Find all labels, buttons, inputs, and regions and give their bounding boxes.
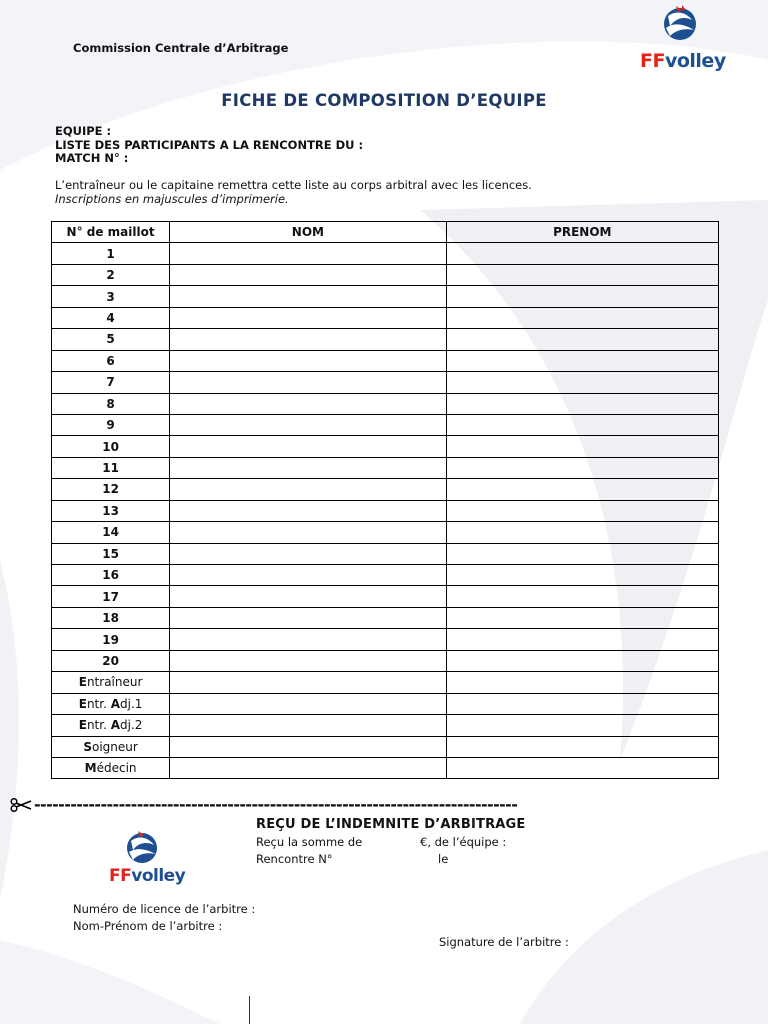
nom-cell[interactable] — [170, 586, 446, 607]
prenom-cell[interactable] — [446, 457, 718, 478]
staff-role-text-2: dj.2 — [120, 718, 143, 733]
jersey-number: 11 — [52, 457, 170, 478]
nom-cell[interactable] — [170, 650, 446, 671]
table-row — [52, 479, 719, 500]
jersey-number: 16 — [52, 565, 170, 586]
prenom-cell[interactable] — [446, 736, 718, 757]
prenom-cell[interactable] — [446, 372, 718, 393]
table-row — [52, 414, 719, 435]
prenom-cell[interactable] — [446, 607, 718, 628]
prenom-cell[interactable] — [446, 586, 718, 607]
prenom-cell[interactable] — [446, 393, 718, 414]
staff-role-initial: E — [78, 718, 87, 733]
table-row — [52, 372, 719, 393]
table-row — [52, 393, 719, 414]
table-header-row — [52, 222, 719, 243]
prenom-cell[interactable] — [446, 565, 718, 586]
staff-role-text: oigneur — [92, 739, 138, 754]
jersey-number: 17 — [52, 586, 170, 607]
jersey-number: 9 — [52, 414, 170, 435]
receipt-date-label: le — [438, 852, 449, 866]
table-row-staff — [52, 715, 719, 736]
referee-signature-label: Signature de l’arbitre : — [439, 935, 569, 949]
staff-role-initial-2: A — [110, 696, 121, 711]
nom-cell[interactable] — [170, 350, 446, 371]
table-row — [52, 307, 719, 328]
nom-cell[interactable] — [170, 372, 446, 393]
nom-cell[interactable] — [170, 543, 446, 564]
jersey-number: 4 — [52, 307, 170, 328]
table-row — [52, 565, 719, 586]
table-row-staff — [52, 693, 719, 714]
nom-cell[interactable] — [170, 629, 446, 650]
receipt-title: REÇU DE L’INDEMNITE D’ARBITRAGE — [256, 817, 526, 832]
table-row — [52, 500, 719, 521]
nom-cell[interactable] — [170, 479, 446, 500]
nom-cell[interactable] — [170, 522, 446, 543]
prenom-cell[interactable] — [446, 414, 718, 435]
nom-cell[interactable] — [170, 715, 446, 736]
staff-role-initial-2: A — [110, 718, 121, 733]
nom-cell[interactable] — [170, 329, 446, 350]
prenom-cell[interactable] — [446, 522, 718, 543]
table-row — [52, 436, 719, 457]
ffvolley-rooster-ball-icon-small — [106, 826, 178, 868]
table-row-staff — [52, 736, 719, 757]
nom-cell[interactable] — [170, 736, 446, 757]
nom-cell[interactable] — [170, 414, 446, 435]
prenom-cell[interactable] — [446, 264, 718, 285]
jersey-number: 13 — [52, 500, 170, 521]
prenom-cell[interactable] — [446, 479, 718, 500]
referee-name-label: Nom-Prénom de l’arbitre : — [73, 919, 223, 933]
nom-cell[interactable] — [170, 243, 446, 264]
instructions — [55, 179, 532, 206]
jersey-number: 14 — [52, 522, 170, 543]
scissors-icon — [10, 798, 32, 812]
receipt-team-label: €, de l’équipe : — [420, 835, 507, 849]
jersey-number: 7 — [52, 372, 170, 393]
jersey-number: 8 — [52, 393, 170, 414]
jersey-number: 19 — [52, 629, 170, 650]
nom-cell[interactable] — [170, 757, 446, 778]
table-row-staff — [52, 757, 719, 778]
table-row — [52, 264, 719, 285]
table-row — [52, 586, 719, 607]
header-prenom: PRENOM — [446, 222, 718, 243]
staff-role-text-2: dj.1 — [120, 696, 143, 711]
nom-cell[interactable] — [170, 607, 446, 628]
jersey-number: 6 — [52, 350, 170, 371]
nom-cell[interactable] — [170, 693, 446, 714]
jersey-number: 18 — [52, 607, 170, 628]
prenom-cell[interactable] — [446, 629, 718, 650]
table-row — [52, 350, 719, 371]
equipe-label: EQUIPE : — [55, 124, 112, 138]
cut-line — [10, 793, 730, 817]
jersey-number: 10 — [52, 436, 170, 457]
table-row-staff — [52, 672, 719, 693]
nom-cell[interactable] — [170, 672, 446, 693]
table-row — [52, 457, 719, 478]
participants-label: LISTE DES PARTICIPANTS A LA RENCONTRE DU : — [55, 137, 364, 152]
match-number-label: MATCH N° : — [55, 151, 129, 165]
instruction-line: L’entraîneur ou le capitaine remettra cette liste au corps arbitral avec les licences. — [55, 178, 532, 192]
header-nom: NOM — [170, 222, 446, 243]
cut-dashes: -------------------------------------------------------------------------------- — [34, 795, 518, 814]
staff-role-text: édecin — [96, 761, 137, 776]
jersey-number: 12 — [52, 479, 170, 500]
match-info — [55, 125, 363, 166]
staff-role-initial: S — [83, 739, 92, 754]
table-row — [52, 650, 719, 671]
receipt-amount-label: Reçu la somme de — [256, 835, 363, 849]
prenom-cell[interactable] — [446, 436, 718, 457]
prenom-cell[interactable] — [446, 243, 718, 264]
prenom-cell[interactable] — [446, 693, 718, 714]
ffvolley-logo: FFvolley — [640, 2, 720, 74]
nom-cell[interactable] — [170, 307, 446, 328]
jersey-number: 20 — [52, 650, 170, 671]
prenom-cell[interactable] — [446, 286, 718, 307]
table-row — [52, 522, 719, 543]
jersey-number: 5 — [52, 329, 170, 350]
fold-mark — [249, 996, 250, 1024]
table-row — [52, 543, 719, 564]
prenom-cell[interactable] — [446, 500, 718, 521]
prenom-cell[interactable] — [446, 350, 718, 371]
prenom-cell[interactable] — [446, 757, 718, 778]
staff-role — [52, 715, 170, 736]
jersey-number: 3 — [52, 286, 170, 307]
header-jersey-number: N° de maillot — [52, 222, 170, 243]
nom-cell[interactable] — [170, 500, 446, 521]
nom-cell[interactable] — [170, 393, 446, 414]
referee-licence-label: Numéro de licence de l’arbitre : — [73, 902, 256, 916]
table-row — [52, 607, 719, 628]
ffvolley-logo-receipt: FFvolley — [106, 826, 178, 888]
receipt-match-label: Rencontre N° — [256, 852, 333, 866]
staff-role-initial: E — [78, 696, 87, 711]
staff-role — [52, 672, 170, 693]
nom-cell[interactable] — [170, 436, 446, 457]
nom-cell[interactable] — [170, 457, 446, 478]
prenom-cell[interactable] — [446, 650, 718, 671]
staff-role-text: ntr. — [86, 718, 111, 733]
prenom-cell[interactable] — [446, 543, 718, 564]
table-row — [52, 286, 719, 307]
staff-role-initial: M — [84, 761, 97, 776]
jersey-number: 15 — [52, 543, 170, 564]
prenom-cell[interactable] — [446, 329, 718, 350]
nom-cell[interactable] — [170, 286, 446, 307]
nom-cell[interactable] — [170, 264, 446, 285]
organization-name: Commission Centrale d’Arbitrage — [73, 41, 289, 55]
page-title: FICHE DE COMPOSITION D’EQUIPE — [221, 91, 547, 110]
staff-role — [52, 757, 170, 778]
staff-role-initial: E — [78, 675, 87, 690]
jersey-number: 2 — [52, 264, 170, 285]
prenom-cell[interactable] — [446, 672, 718, 693]
prenom-cell[interactable] — [446, 715, 718, 736]
staff-role-text: ntraîneur — [86, 675, 143, 690]
team-composition-table — [51, 221, 719, 779]
table-row — [52, 629, 719, 650]
jersey-number: 1 — [52, 243, 170, 264]
staff-role — [52, 736, 170, 757]
table-row — [52, 243, 719, 264]
staff-role-text: ntr. — [86, 696, 111, 711]
staff-role — [52, 693, 170, 714]
nom-cell[interactable] — [170, 565, 446, 586]
instruction-line-italic: Inscriptions en majuscules d’imprimerie. — [55, 191, 289, 206]
prenom-cell[interactable] — [446, 307, 718, 328]
table-row — [52, 329, 719, 350]
